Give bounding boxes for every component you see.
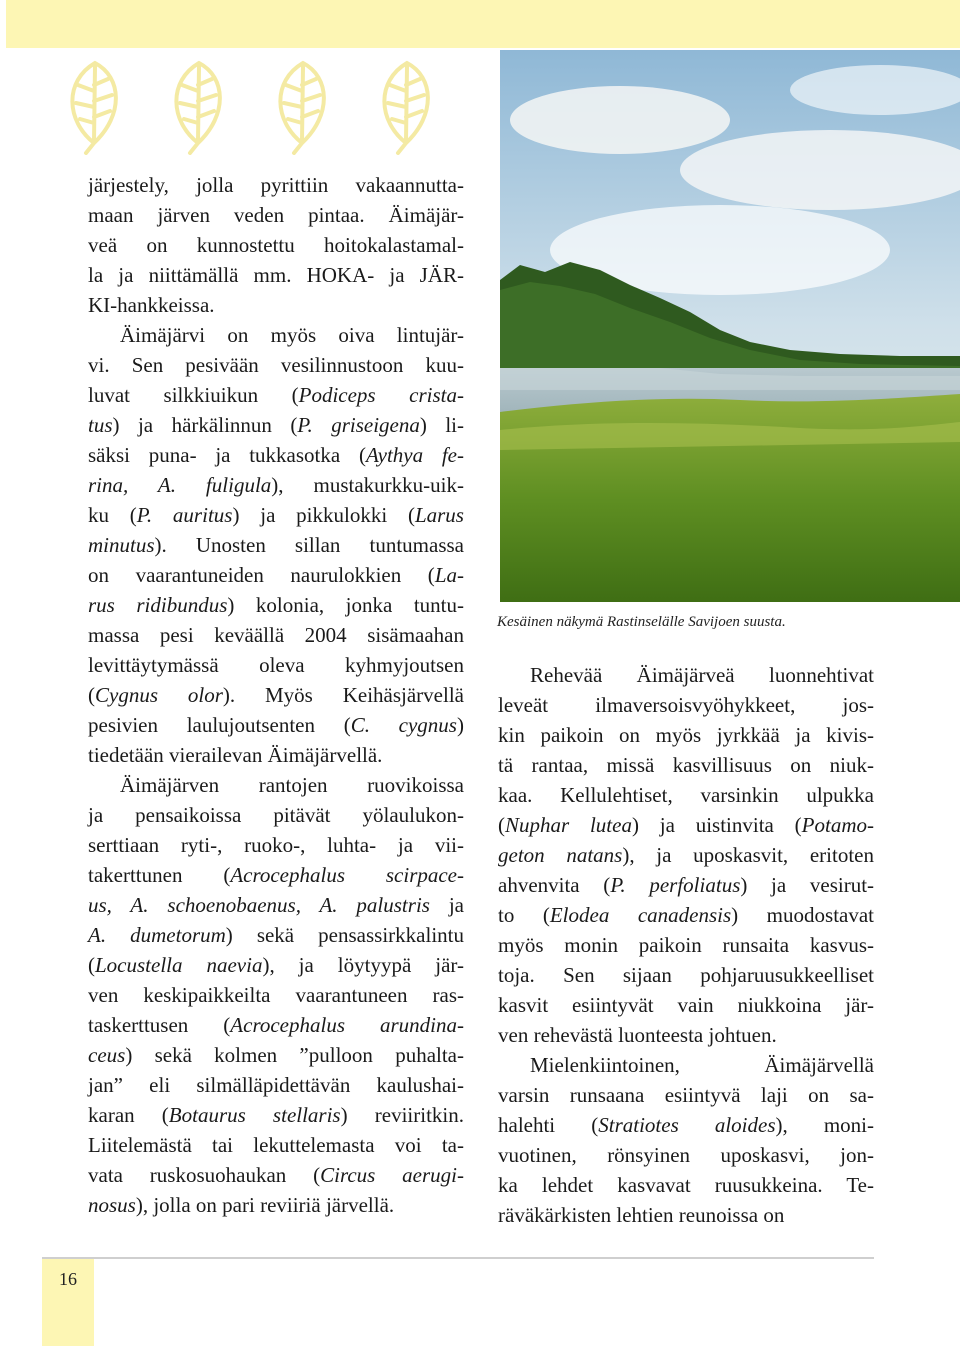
text-line [498,1170,874,1200]
text-run: Rehevää Äimäjärveä luonnehtivat [530,663,874,687]
italic-text: ceus [88,1043,126,1067]
leaf-icon [362,55,442,155]
text-run: tä rantaa, missä kasvillisuus on niuk- [498,753,874,777]
text-line [88,560,464,590]
text-run: maan järven veden pintaa. Äimäjär- [88,203,464,227]
italic-text: P. griseigena [297,413,420,437]
text-run: ) muodostavat [731,903,874,927]
text-run: taskerttusen ( [88,1013,231,1037]
italic-text: Locustella naevia [95,953,263,977]
text-line [88,590,464,620]
text-run: vuotinen, rönsyinen uposkasvi, jon- [498,1143,874,1167]
italic-text: us, A. schoenobaenus, A. palustris [88,893,430,917]
text-line [498,930,874,960]
text-run: ), ja uposkasvit, eritoten [622,843,874,867]
text-run: ) ja vesirut- [740,873,875,897]
text-line [88,440,464,470]
text-line [88,980,464,1010]
text-line [88,650,464,680]
text-line [88,200,464,230]
leaf-icon [154,55,234,155]
text-run: ja pensaikoissa pitävät yölaulukon- [88,803,464,827]
text-run: ) reviiritkin. [340,1103,464,1127]
text-run: ( [88,683,95,707]
text-run: ) [456,713,464,737]
text-line [88,710,464,740]
text-run: ), ja löytyypä jär- [262,953,464,977]
text-line [498,900,874,930]
italic-text: Larus [414,503,464,527]
text-line [88,170,464,200]
text-run: ka lehdet kasvavat ruusukkeina. Te- [498,1173,874,1197]
text-run: takerttunen ( [88,863,231,887]
text-run: ). Myös Keihäsjärvellä [222,683,464,707]
text-run: ) ja härkälinnun ( [112,413,298,437]
text-line [498,810,874,840]
text-line [88,1190,464,1220]
text-line [88,350,464,380]
text-line [498,1110,874,1140]
text-line [88,320,464,350]
italic-text: Cygnus olor [95,683,223,707]
text-run: levittäytymässä oleva kyhmyjoutsen [88,653,464,677]
text-run: tiedetään vierailevan Äimäjärvellä. [88,743,383,767]
text-run: ). Unosten sillan tuntumassa [154,533,464,557]
text-line [88,890,464,920]
text-run: kin paikoin on myös jyrkkää ja kivis- [498,723,874,747]
text-run: ) ja uistinvita ( [631,813,802,837]
text-run: la ja niittämällä mm. HOKA- ja JÄR- [88,263,464,287]
text-run: vata ruskosuohaukan ( [88,1163,321,1187]
text-line [88,680,464,710]
text-line [498,1020,874,1050]
italic-text: rus ridibundus [88,593,228,617]
text-line [498,780,874,810]
text-line [88,470,464,500]
text-line [88,1070,464,1100]
text-run: Äimäjärvi on myös oiva lintujär- [120,323,464,347]
italic-text: Acrocephalus arundina- [230,1013,464,1037]
text-run: vi. Sen pesivään vesilinnustoon kuu- [88,353,464,377]
text-line [498,960,874,990]
italic-text: Acrocephalus scirpace- [230,863,464,887]
text-line [88,230,464,260]
leaf-decoration [50,55,450,155]
italic-text: Podiceps crista- [298,383,464,407]
text-line [88,860,464,890]
leaf-icon [50,55,130,155]
text-run: ), mustakurkku-uik- [271,473,464,497]
italic-text: Aythya fe- [365,443,464,467]
page-number-box [42,1259,94,1346]
italic-text: Nuphar lutea [505,813,632,837]
text-run: ) ja pikkulokki ( [232,503,415,527]
italic-text: Elodea canadensis [549,903,732,927]
text-line [88,410,464,440]
text-run: Mielenkiintoinen, Äimäjärvellä [530,1053,874,1077]
text-line [88,500,464,530]
text-line [88,1160,464,1190]
text-run: ja [429,893,464,917]
text-line [88,800,464,830]
italic-text: La- [434,563,464,587]
italic-text: Stratiotes aloides [598,1113,776,1137]
text-run: räväkärkisten lehtien reunoissa on [498,1203,785,1227]
text-run: leveät ilmaversoisvyöhykkeet, jos- [498,693,874,717]
text-run: ahvenvita ( [498,873,611,897]
text-run: Äimäjärven rantojen ruovikoissa [120,773,464,797]
text-run: karan ( [88,1103,169,1127]
italic-text: Circus aerugi- [320,1163,464,1187]
text-line [498,720,874,750]
text-run: ), jolla on pari reviiriä järvellä. [135,1193,395,1217]
text-run: luvat silkkiuikun ( [88,383,299,407]
text-line [88,620,464,650]
text-line [88,260,464,290]
text-line [88,530,464,560]
text-line [88,830,464,860]
text-run: toja. Sen sijaan pohjaruusukkeelliset [498,963,874,987]
text-line [498,870,874,900]
text-run: serttiaan ryti-, ruoko-, luhta- ja vii- [88,833,464,857]
text-run: on vaarantuneiden naurulokkien ( [88,563,435,587]
text-run: myös monin paikoin runsaita kasvus- [498,933,874,957]
text-run: kasvit esiintyvät vain niukkoina jär- [498,993,874,1017]
leaf-icon [258,55,338,155]
italic-text: C. cygnus [350,713,457,737]
text-line [498,1050,874,1080]
text-line [88,290,464,320]
text-line [88,1100,464,1130]
text-run: ) li- [419,413,464,437]
text-run: ) sekä kolmen ”pulloon puhalta- [125,1043,464,1067]
text-line [498,1200,874,1230]
text-line [88,950,464,980]
text-run: to ( [498,903,550,927]
text-run: ) kolonia, jonka tuntu- [227,593,464,617]
text-line [88,770,464,800]
text-line [498,840,874,870]
italic-text: tus [88,413,113,437]
italic-text: P. perfoliatus [610,873,741,897]
text-line [88,1130,464,1160]
text-run: ) sekä pensassirkkalintu [225,923,464,947]
text-line [498,750,874,780]
text-run: ), moni- [775,1113,874,1137]
text-run: säksi puna- ja tukkasotka ( [88,443,366,467]
right-text-column [498,660,874,1230]
photo-caption: Kesäinen näkymä Rastinselälle Savijoen suusta. [497,614,786,630]
italic-text: P. auritus [136,503,233,527]
italic-text: rina, A. fuligula [88,473,272,497]
text-run: jan” eli silmälläpidettävän kaulushai- [88,1073,464,1097]
text-run: kaa. Kellulehtiset, varsinkin ulpukka [498,783,874,807]
italic-text: minutus [88,533,155,557]
text-run: ( [498,813,505,837]
footer-divider [42,1257,874,1259]
text-line [498,990,874,1020]
text-run: pesivien laulujoutsenten ( [88,713,351,737]
text-line [498,1080,874,1110]
text-line [88,380,464,410]
italic-text: nosus [88,1193,136,1217]
text-line [498,1140,874,1170]
text-run: KI-hankkeissa. [88,293,215,317]
left-text-column [88,170,464,1220]
text-run: varsin runsaana esiintyvä laji on sa- [498,1083,874,1107]
italic-text: Botaurus stellaris [168,1103,341,1127]
text-run: ku ( [88,503,137,527]
text-run: ( [88,953,95,977]
text-line [88,1010,464,1040]
text-line [88,740,464,770]
text-run: halehti ( [498,1113,599,1137]
text-run: järjestely, jolla pyrittiin vakaannutta- [88,173,464,197]
italic-text: A. dumetorum [88,923,226,947]
text-run: veä on kunnostettu hoitokalastamal- [88,233,464,257]
italic-text: geton natans [498,843,623,867]
text-line [498,660,874,690]
text-line [88,920,464,950]
top-yellow-band [6,0,960,48]
italic-text: Potamo- [801,813,874,837]
text-run: ven keskipaikkeilta vaarantuneen ras- [88,983,464,1007]
text-run: Liitelemästä tai lekuttelemasta voi ta- [88,1133,464,1157]
page-number: 16 [59,1269,77,1289]
text-run: massa pesi keväällä 2004 sisämaahan [88,623,464,647]
text-run: ven rehevästä luonteesta johtuen. [498,1023,777,1047]
text-line [498,690,874,720]
lake-landscape-photo [500,50,960,602]
text-line [88,1040,464,1070]
